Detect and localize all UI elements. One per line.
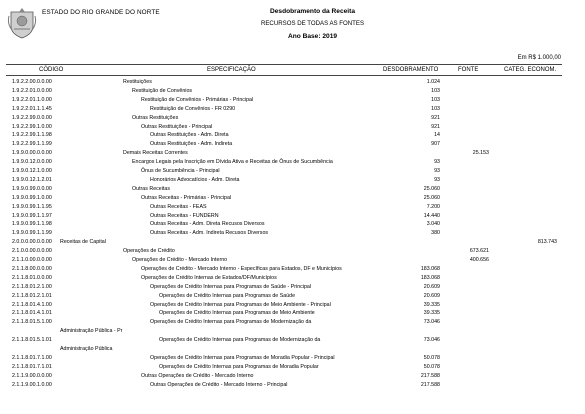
row-description: Restituições (123, 79, 152, 85)
table-row (0, 105, 585, 114)
row-desdobramento: 25.060 (423, 185, 440, 192)
table-row (0, 176, 585, 185)
row-description: Operações de Crédito Internas para Programas de Modernização da (159, 337, 321, 344)
table-row (0, 372, 585, 381)
row-description: Operações de Crédito Internas para Programas de Meio Ambiente - Principal (150, 301, 331, 308)
report-title: Desdobramento da Receita (269, 8, 355, 15)
row-description: Outras Receitas - FEAS (150, 203, 207, 210)
table-row (0, 194, 585, 203)
row-desdobramento: 14 (434, 132, 440, 139)
row-description: Restituição de Convênios (132, 87, 193, 94)
table-row (0, 238, 585, 247)
row-description: Administração Pública - Pr (60, 328, 123, 335)
report-subtitle: RECURSOS DE TODAS AS FONTES (260, 20, 365, 27)
row-description: Outras Receitas - FUNDERN (150, 212, 219, 219)
row-desdobramento: 217.588 (420, 381, 440, 388)
row-code: 2.1.1.8.01.2.1.00 (12, 283, 52, 290)
row-desdobramento: 93 (434, 168, 440, 174)
table-row (0, 363, 585, 372)
row-desdobramento: 3.040 (426, 221, 440, 228)
currency-unit: Em R$ 1.000,00 (517, 55, 561, 61)
row-desdobramento: 93 (434, 159, 440, 166)
row-desdobramento: 50.078 (423, 363, 440, 370)
row-code: 2.0.0.0.00.0.0.00 (12, 239, 52, 246)
table-row (0, 96, 585, 105)
row-description: Outras Restituições - Principal (141, 123, 213, 130)
row-description: Operações de Crédito Internas para Programas de Moradia Popular - Principal (150, 354, 335, 361)
row-desdobramento: 103 (431, 87, 440, 94)
table-row (0, 140, 585, 149)
table-row (0, 318, 585, 327)
row-code: 1.9.2.2.99.1.1.99 (12, 141, 52, 148)
row-description: Operações de Crédito Internas para Programas de Saúde - Principal (150, 283, 312, 290)
row-description: Administração Pública (60, 346, 113, 352)
row-description: Outras Operações de Crédito - Mercado Interno - Principal (150, 381, 288, 388)
row-code: 2.1.1.8.01.2.1.01 (12, 292, 52, 299)
row-fonte: 400.656 (469, 257, 489, 263)
row-description: Operações de Crédito Internas de Estados/DF/Municípios (141, 274, 277, 281)
row-desdobramento: 93 (434, 176, 440, 183)
row-desdobramento: 7.200 (426, 203, 440, 210)
row-code: 2.1.1.8.01.7.1.00 (12, 354, 52, 361)
col-header-desdobramento: DESDOBRAMENTO (383, 67, 439, 73)
table-row (0, 203, 585, 212)
row-desdobramento: 20.609 (423, 283, 440, 290)
row-description: Outras Receitas - Primárias - Principal (141, 194, 232, 201)
row-code: 1.9.2.2.99.0.0.00 (12, 114, 52, 121)
row-desdobramento: 921 (431, 114, 440, 121)
row-description: Outras Receitas (132, 185, 170, 192)
row-description: Honorários Advocatícios - Adm. Direta (150, 176, 240, 183)
row-code: 2.1.1.8.01.0.0.00 (12, 274, 52, 281)
row-description: Outras Restituições (132, 114, 179, 121)
row-categ-econom: 813.743 (537, 239, 557, 246)
row-fonte: 673.621 (469, 248, 489, 255)
row-code: 1.9.2.2.00.0.0.00 (12, 79, 52, 85)
col-header-code: CÓDIGO (39, 67, 64, 73)
row-desdobramento: 907 (431, 141, 440, 148)
table-row (0, 87, 585, 96)
table-row (0, 292, 585, 301)
row-desdobramento: 39.335 (423, 310, 440, 317)
table-row (0, 78, 585, 87)
row-description: Operações de Crédito Internas para Programas de Saúde (159, 292, 296, 299)
row-description: Encargos Legais pela Inscrição em Dívida Ativa e Receitas de Ônus de Sucumbência (132, 159, 333, 166)
row-description: Ônus de Sucumbência - Principal (141, 168, 220, 174)
row-code: 2.1.1.8.00.0.0.00 (12, 265, 52, 272)
row-code: 1.9.2.2.99.1.1.98 (12, 132, 52, 139)
row-description: Demais Receitas Correntes (123, 150, 188, 157)
table-row (0, 158, 585, 167)
row-description: Operações de Crédito (123, 248, 175, 255)
row-description: Outras Operações de Crédito - Mercado Interno (141, 372, 254, 379)
row-code: 1.9.9.0.99.1.1.99 (12, 230, 52, 237)
row-desdobramento: 39.335 (423, 301, 440, 308)
row-code: 2.1.1.9.00.1.0.00 (12, 381, 52, 388)
row-desdobramento: 1.024 (426, 79, 440, 85)
row-desdobramento: 921 (431, 123, 440, 130)
row-desdobramento: 183.068 (420, 265, 440, 272)
table-row (0, 167, 585, 176)
row-code: 1.9.9.0.99.1.1.98 (12, 221, 52, 228)
row-description: Restituição de Convênios - Primárias - Principal (141, 96, 254, 103)
row-description: Outras Receitas - Adm. Direta Recusos Diversos (150, 221, 265, 228)
row-code: 2.1.1.9.00.0.0.00 (12, 372, 52, 379)
row-description: Outras Restituições - Adm. Indireta (150, 141, 233, 148)
row-desdobramento: 73.046 (423, 319, 440, 326)
table-row (0, 381, 585, 390)
row-code: 1.9.9.0.99.0.0.00 (12, 185, 52, 192)
table-row (0, 229, 585, 238)
table-row (0, 336, 585, 345)
row-description: Outras Receitas - Adm. Indireta Recusos Diversos (150, 230, 269, 237)
row-code: 2.1.1.0.00.0.0.00 (12, 257, 52, 263)
table-row (0, 309, 585, 318)
col-header-fonte: FONTE (458, 67, 479, 73)
row-code: 1.9.9.0.99.1.0.00 (12, 194, 52, 201)
row-code: 1.9.2.2.01.1.0.00 (12, 96, 52, 103)
row-code: 2.1.1.8.01.7.1.01 (12, 363, 52, 370)
row-desdobramento: 380 (431, 230, 440, 237)
row-code: 2.1.1.8.01.4.1.00 (12, 301, 52, 308)
row-code: 1.9.2.2.01.0.0.00 (12, 87, 52, 94)
row-description: Operações de Crédito - Mercado Interno - Específicas para Estados, DF e Municípios (141, 265, 342, 272)
row-desdobramento: 20.609 (423, 292, 440, 299)
row-desdobramento: 73.046 (423, 337, 440, 344)
header-top-rule (6, 64, 562, 65)
row-code: 2.1.1.8.01.5.1.01 (12, 337, 52, 344)
row-code: 2.1.0.0.00.0.0.00 (12, 248, 52, 255)
table-row (0, 301, 585, 310)
row-desdobramento: 103 (431, 96, 440, 103)
table-row (0, 123, 585, 132)
table-row (0, 220, 585, 229)
row-description: Operações de Crédito Internas para Programas de Moradia Popular (159, 363, 319, 370)
table-row (0, 283, 585, 292)
table-row (0, 149, 585, 158)
row-desdobramento: 50.078 (423, 354, 440, 361)
state-name: ESTADO DO RIO GRANDE DO NORTE (42, 9, 160, 16)
row-code: 1.9.2.2.99.1.0.00 (12, 123, 52, 130)
row-code: 1.9.9.0.99.1.1.97 (12, 212, 52, 219)
row-code: 2.1.1.8.01.5.1.00 (12, 319, 52, 326)
row-desdobramento: 14.440 (423, 212, 440, 219)
row-desdobramento: 103 (431, 105, 440, 112)
row-code: 1.9.9.0.12.0.0.00 (12, 159, 52, 166)
row-desdobramento: 25.060 (423, 194, 440, 201)
table-row (0, 354, 585, 363)
table-row (0, 185, 585, 194)
row-description: Receitas de Capital (60, 239, 106, 246)
table-row (0, 256, 585, 265)
col-header-spec: ESPECIFICAÇÃO (207, 67, 256, 73)
col-header-categ: CATEG. ECONOM. (504, 67, 557, 73)
row-description: Operações de Crédito Internas para Programas de Modernização da (150, 319, 312, 326)
table-row (0, 274, 585, 283)
table-row (0, 265, 585, 274)
row-desdobramento: 217.588 (420, 372, 440, 379)
row-code: 2.1.1.8.01.4.1.01 (12, 310, 52, 317)
row-code: 1.9.9.0.00.0.0.00 (12, 150, 52, 157)
row-code: 1.9.9.0.12.1.0.00 (12, 168, 52, 174)
row-desdobramento: 183.068 (420, 274, 440, 281)
table-row (0, 327, 585, 336)
table-row (0, 247, 585, 256)
table-row (0, 114, 585, 123)
row-code: 1.9.2.2.01.1.1.45 (12, 105, 52, 112)
table-row (0, 131, 585, 140)
row-fonte: 25.153 (472, 150, 489, 157)
row-description: Restituição de Convênios - FR 0290 (150, 105, 236, 112)
row-description: Operações de Crédito - Mercado Interno (132, 257, 228, 263)
row-code: 1.9.9.0.12.1.2.01 (12, 176, 52, 183)
base-year: Ano Base: 2019 (287, 33, 338, 40)
row-description: Outras Restituições - Adm. Direta (150, 132, 229, 139)
header-bottom-rule (6, 75, 562, 76)
row-description: Operações de Crédito Internas para Programas de Meio Ambiente (159, 310, 315, 317)
table-row (0, 212, 585, 221)
table-row (0, 345, 585, 354)
row-code: 1.9.9.0.99.1.1.95 (12, 203, 52, 210)
